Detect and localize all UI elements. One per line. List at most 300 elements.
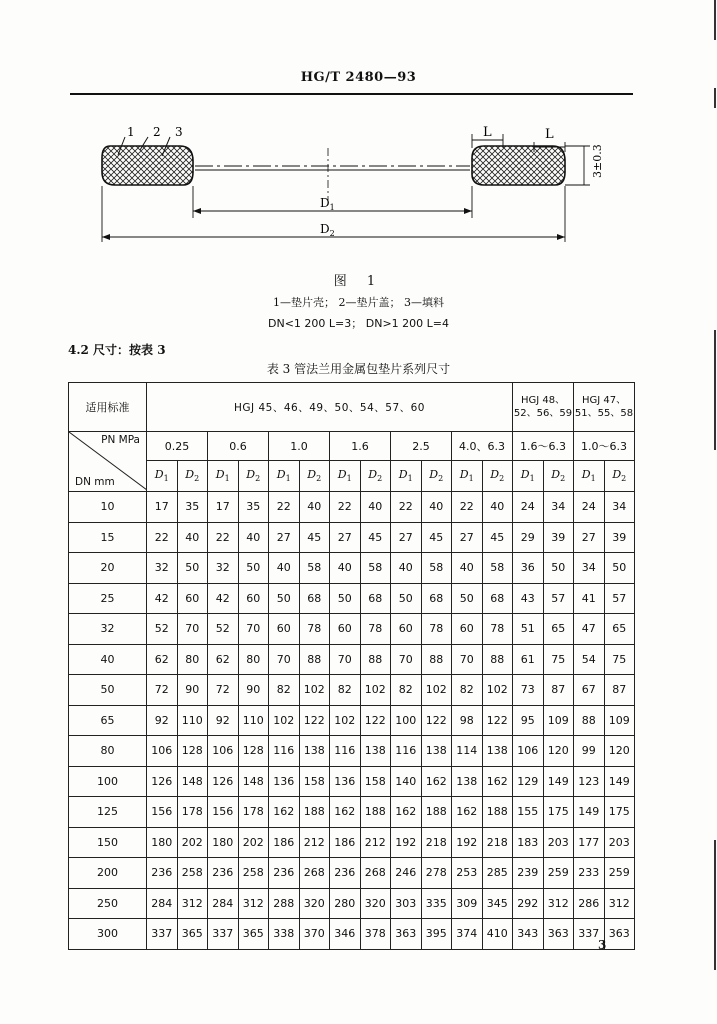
table-cell: 17 [147,492,178,523]
table-row [69,492,635,523]
table-cell: 162 [421,766,452,797]
table-cell: 102 [299,675,330,706]
table-cell: 68 [299,583,330,614]
table-cell: 218 [421,827,452,858]
table-cell: 40 [269,553,300,584]
table-cell: 68 [421,583,452,614]
table-cell: 278 [421,858,452,889]
table-row [69,705,635,736]
table-cell: 370 [299,919,330,950]
table-cell: 34 [604,492,635,523]
left-gasket-section [102,146,193,185]
table-cell: 24 [574,492,605,523]
table-cell: 54 [574,644,605,675]
table-cell: 60 [452,614,483,645]
table-cell: 128 [177,736,208,767]
table-cell: 239 [513,858,544,889]
table-row [69,827,635,858]
dn-cell: 80 [69,736,147,767]
table-row [69,583,635,614]
std-label-cell: 适用标准 [69,383,147,432]
table-cell: 27 [574,522,605,553]
dn-label: DN mm [75,476,115,488]
table-row [69,888,635,919]
table-cell: 57 [604,583,635,614]
table-row [69,797,635,828]
table-cell: 236 [147,858,178,889]
table-cell: 45 [299,522,330,553]
table-cell: 138 [299,736,330,767]
dim-l-right: L [545,127,554,142]
table-cell: 123 [574,766,605,797]
table-cell: 202 [177,827,208,858]
table-cell: 22 [208,522,239,553]
gasket-cross-section-figure [0,100,717,260]
table-cell: 110 [238,705,269,736]
table-cell: 122 [482,705,513,736]
table-cell: 67 [574,675,605,706]
column-header-d1: $D_1$ [330,461,361,492]
table-cell: 45 [421,522,452,553]
svg-text:D1 [320,196,335,212]
table-cell: 253 [452,858,483,889]
table-cell: 148 [238,766,269,797]
table-cell: 236 [330,858,361,889]
table-cell: 90 [177,675,208,706]
table-cell: 52 [147,614,178,645]
dn-cell: 100 [69,766,147,797]
table-cell: 116 [269,736,300,767]
table-cell: 87 [604,675,635,706]
pn-group: 1.0～6.3 [574,432,635,461]
table-cell: 60 [238,583,269,614]
table-cell: 122 [299,705,330,736]
table-cell: 40 [391,553,422,584]
table-cell: 346 [330,919,361,950]
column-header-d2: $D_2$ [482,461,513,492]
table-cell: 61 [513,644,544,675]
table-cell: 109 [604,705,635,736]
table-cell: 320 [360,888,391,919]
table-cell: 88 [299,644,330,675]
table-cell: 22 [269,492,300,523]
table-cell: 98 [452,705,483,736]
table-cell: 188 [482,797,513,828]
table-cell: 285 [482,858,513,889]
dn-cell: 65 [69,705,147,736]
column-header-d1: $D_1$ [574,461,605,492]
table-cell: 138 [421,736,452,767]
table-cell: 203 [543,827,574,858]
table-cell: 158 [360,766,391,797]
column-header-d2: $D_2$ [543,461,574,492]
table-cell: 92 [147,705,178,736]
table-cell: 138 [360,736,391,767]
column-header-d2: $D_2$ [604,461,635,492]
pn-row [69,432,635,461]
pn-group: 4.0、6.3 [452,432,513,461]
table-cell: 345 [482,888,513,919]
table-row [69,644,635,675]
table-cell: 58 [482,553,513,584]
table-cell: 284 [147,888,178,919]
table-row [69,614,635,645]
table-cell: 40 [452,553,483,584]
table-cell: 268 [299,858,330,889]
table-cell: 280 [330,888,361,919]
table-cell: 50 [177,553,208,584]
table-cell: 312 [177,888,208,919]
callout-2: 2 [153,125,161,139]
table-cell: 337 [208,919,239,950]
table-cell: 75 [604,644,635,675]
table-cell: 128 [238,736,269,767]
table-cell: 62 [147,644,178,675]
table-cell: 73 [513,675,544,706]
table-cell: 378 [360,919,391,950]
table-cell: 80 [177,644,208,675]
table-cell: 42 [208,583,239,614]
table-cell: 47 [574,614,605,645]
table-cell: 288 [269,888,300,919]
table-cell: 51 [513,614,544,645]
table-cell: 188 [421,797,452,828]
table-cell: 42 [147,583,178,614]
table-cell: 268 [360,858,391,889]
table-cell: 156 [147,797,178,828]
table-cell: 60 [330,614,361,645]
table-cell: 233 [574,858,605,889]
table-cell: 88 [360,644,391,675]
table-cell: 34 [543,492,574,523]
table-cell: 395 [421,919,452,950]
table-cell: 136 [330,766,361,797]
table-cell: 50 [452,583,483,614]
table-cell: 180 [147,827,178,858]
table-cell: 40 [330,553,361,584]
table-cell: 156 [208,797,239,828]
pn-group: 0.6 [208,432,269,461]
table-cell: 158 [299,766,330,797]
dn-cell: 15 [69,522,147,553]
table-cell: 60 [269,614,300,645]
dn-cell: 300 [69,919,147,950]
table-cell: 40 [238,522,269,553]
table-cell: 70 [391,644,422,675]
table-cell: 32 [208,553,239,584]
table-cell: 106 [208,736,239,767]
table-cell: 175 [604,797,635,828]
table-cell: 22 [452,492,483,523]
pn-label: PN MPa [101,434,140,446]
table-cell: 58 [421,553,452,584]
table-cell: 36 [513,553,544,584]
table-cell: 99 [574,736,605,767]
column-header-d1: $D_1$ [269,461,300,492]
table-row [69,766,635,797]
table-cell: 40 [482,492,513,523]
table-cell: 292 [513,888,544,919]
table-cell: 102 [482,675,513,706]
table-cell: 17 [208,492,239,523]
table-cell: 183 [513,827,544,858]
table-cell: 126 [208,766,239,797]
scan-edge-line [714,840,716,970]
table-cell: 110 [177,705,208,736]
table-cell: 149 [574,797,605,828]
header-rule [70,93,633,95]
table-cell: 87 [543,675,574,706]
table-cell: 22 [330,492,361,523]
column-header-d2: $D_2$ [177,461,208,492]
dim-thickness: 3±0.3 [591,144,604,178]
table-cell: 78 [421,614,452,645]
table-cell: 337 [147,919,178,950]
figure-title: 图 1 [333,274,384,289]
table-cell: 175 [543,797,574,828]
table-cell: 41 [574,583,605,614]
table-cell: 72 [147,675,178,706]
standard-row [69,383,635,432]
table-cell: 192 [391,827,422,858]
dn-cell: 150 [69,827,147,858]
column-header-d2: $D_2$ [421,461,452,492]
table-cell: 120 [543,736,574,767]
table-cell: 43 [513,583,544,614]
table-cell: 149 [604,766,635,797]
table-cell: 126 [147,766,178,797]
table-row [69,919,635,950]
table-cell: 338 [269,919,300,950]
d-column-header-row [69,461,635,492]
table-cell: 70 [177,614,208,645]
table-cell: 162 [452,797,483,828]
dn-cell: 10 [69,492,147,523]
table-cell: 58 [360,553,391,584]
table-cell: 236 [208,858,239,889]
table-cell: 78 [299,614,330,645]
table-cell: 22 [147,522,178,553]
column-header-d1: $D_1$ [452,461,483,492]
dim-d2-sub: 2 [329,229,335,238]
table-cell: 149 [543,766,574,797]
table-cell: 57 [543,583,574,614]
table-cell: 40 [299,492,330,523]
table-cell: 52 [208,614,239,645]
table-cell: 284 [208,888,239,919]
table-cell: 374 [452,919,483,950]
table-cell: 114 [452,736,483,767]
table-cell: 259 [543,858,574,889]
table-cell: 410 [482,919,513,950]
table-row [69,736,635,767]
dim-d1-sub: 1 [329,203,335,212]
table-title: 表 3 管法兰用金属包垫片系列尺寸 [266,362,451,376]
scan-edge-line [714,0,716,40]
table-cell: 129 [513,766,544,797]
table-cell: 95 [513,705,544,736]
table-cell: 65 [543,614,574,645]
table-cell: 27 [330,522,361,553]
svg-text:D2 [320,222,335,238]
table-cell: 312 [604,888,635,919]
page-number: 3 [598,938,607,952]
table-cell: 116 [391,736,422,767]
column-header-d1: $D_1$ [147,461,178,492]
table-cell: 365 [238,919,269,950]
table-cell: 70 [238,614,269,645]
table-cell: 22 [391,492,422,523]
table-cell: 40 [421,492,452,523]
table-cell: 186 [269,827,300,858]
column-header-d2: $D_2$ [360,461,391,492]
dim-l-left: L [483,125,492,140]
table-row [69,522,635,553]
section-heading: 4.2 尺寸：按表 3 [68,343,166,357]
table-cell: 39 [604,522,635,553]
std-c-cell: HGJ 47、51、55、58 [574,383,635,432]
table-cell: 312 [238,888,269,919]
table-cell: 106 [513,736,544,767]
table-cell: 50 [543,553,574,584]
table-cell: 50 [269,583,300,614]
callout-1: 1 [127,125,135,139]
std-b-cell: HGJ 48、52、56、59 [513,383,574,432]
table-cell: 72 [208,675,239,706]
table-cell: 192 [452,827,483,858]
table-cell: 162 [269,797,300,828]
table-cell: 202 [238,827,269,858]
table-cell: 120 [604,736,635,767]
column-header-d1: $D_1$ [391,461,422,492]
gasket-dimension-table-container [68,382,634,950]
table-cell: 180 [208,827,239,858]
table-cell: 363 [391,919,422,950]
dn-cell: 32 [69,614,147,645]
callout-3: 3 [175,125,183,139]
dn-cell: 40 [69,644,147,675]
column-header-d2: $D_2$ [299,461,330,492]
table-cell: 162 [482,766,513,797]
pn-group: 1.6～6.3 [513,432,574,461]
table-cell: 312 [543,888,574,919]
table-row [69,858,635,889]
table-cell: 188 [299,797,330,828]
table-cell: 218 [482,827,513,858]
table-cell: 75 [543,644,574,675]
dn-cell: 20 [69,553,147,584]
std-main-cell: HGJ 45、46、49、50、54、57、60 [147,383,513,432]
table-cell: 365 [177,919,208,950]
table-cell: 186 [330,827,361,858]
table-cell: 203 [604,827,635,858]
column-header-d2: $D_2$ [238,461,269,492]
table-cell: 88 [482,644,513,675]
table-cell: 39 [543,522,574,553]
table-cell: 70 [330,644,361,675]
gasket-dimension-table [68,382,635,950]
table-cell: 212 [360,827,391,858]
table-cell: 50 [330,583,361,614]
table-cell: 363 [543,919,574,950]
table-cell: 80 [238,644,269,675]
table-cell: 32 [147,553,178,584]
table-cell: 27 [391,522,422,553]
scan-edge-line [714,88,716,108]
table-cell: 82 [391,675,422,706]
dim-d1: D [320,196,330,210]
table-cell: 78 [360,614,391,645]
table-cell: 88 [421,644,452,675]
table-cell: 70 [269,644,300,675]
table-cell: 92 [208,705,239,736]
table-cell: 246 [391,858,422,889]
column-header-d1: $D_1$ [208,461,239,492]
right-gasket-section [472,146,565,185]
table-cell: 60 [177,583,208,614]
table-cell: 45 [360,522,391,553]
table-cell: 178 [238,797,269,828]
table-cell: 90 [238,675,269,706]
table-cell: 116 [330,736,361,767]
table-cell: 140 [391,766,422,797]
table-cell: 82 [330,675,361,706]
table-cell: 29 [513,522,544,553]
table-cell: 162 [391,797,422,828]
table-cell: 212 [299,827,330,858]
table-cell: 309 [452,888,483,919]
table-cell: 88 [574,705,605,736]
pn-group: 0.25 [147,432,208,461]
table-cell: 45 [482,522,513,553]
table-cell: 258 [238,858,269,889]
table-cell: 50 [391,583,422,614]
table-cell: 320 [299,888,330,919]
table-cell: 236 [269,858,300,889]
table-cell: 60 [391,614,422,645]
table-cell: 337 [574,919,605,950]
table-cell: 50 [238,553,269,584]
table-cell: 68 [360,583,391,614]
table-cell: 106 [147,736,178,767]
table-row [69,553,635,584]
table-cell: 50 [604,553,635,584]
figure-legend: 1—垫片壳； 2—垫片盖； 3—填料 [273,296,444,309]
dn-cell: 200 [69,858,147,889]
dn-cell: 25 [69,583,147,614]
table-cell: 70 [452,644,483,675]
scan-edge-line [714,330,716,450]
table-cell: 335 [421,888,452,919]
table-cell: 109 [543,705,574,736]
dim-d2: D [320,222,330,236]
table-cell: 27 [269,522,300,553]
table-cell: 343 [513,919,544,950]
table-cell: 100 [391,705,422,736]
table-cell: 303 [391,888,422,919]
table-cell: 122 [360,705,391,736]
figure-note: DN<1 200 L=3； DN>1 200 L=4 [268,317,449,330]
table-cell: 188 [360,797,391,828]
table-cell: 155 [513,797,544,828]
table-cell: 78 [482,614,513,645]
table-cell: 363 [604,919,635,950]
table-cell: 82 [452,675,483,706]
table-cell: 259 [604,858,635,889]
table-cell: 138 [482,736,513,767]
table-cell: 102 [421,675,452,706]
table-cell: 138 [452,766,483,797]
